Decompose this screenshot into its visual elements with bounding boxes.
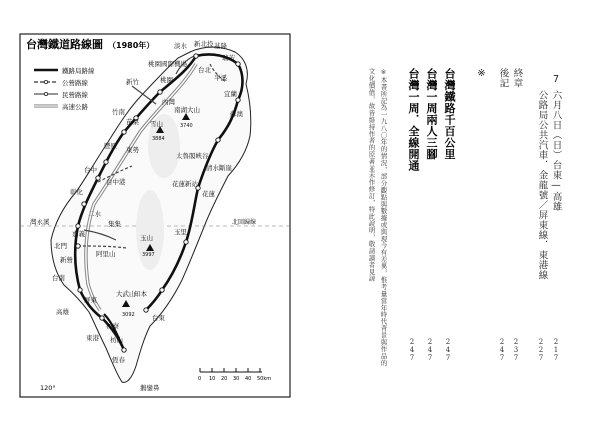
place-label: 3997 <box>142 252 155 258</box>
longitude-label: 120° <box>40 384 56 392</box>
toc-note: 文化價值，故皆維持作者的原著並未作修訂，特此說明，敬請讀者見諒 <box>367 68 376 282</box>
place-label: 台中港 <box>106 178 126 186</box>
railway-map <box>0 0 300 426</box>
toc-entry: 終章 <box>511 68 523 88</box>
scale-bar <box>198 368 271 382</box>
place-label: 北門 <box>54 242 67 250</box>
scale-label: 30 <box>233 376 240 382</box>
scale-label: 40 <box>245 376 252 382</box>
place-label: 竹南 <box>112 108 125 116</box>
page-number: 247 <box>408 338 416 362</box>
place-label: 宜蘭 <box>224 90 237 98</box>
page-number: 237 <box>512 338 520 362</box>
toc-note: ※本書所記為一九八〇年的情況，部分觀點與數據或與現今有差異，惟考量當年時代背景與作品的 <box>379 68 388 367</box>
place-label: 嘉義 <box>72 230 85 238</box>
tropic-label: 北回歸線 <box>232 219 257 226</box>
place-label: 苗栗 <box>126 118 139 126</box>
place-label: 大武山 <box>116 290 136 298</box>
place-label: 集集 <box>108 220 121 228</box>
place-label: 3092 <box>122 312 135 318</box>
legend-item: 公營路線 <box>62 79 88 87</box>
place-label: 南湖大山 <box>174 106 200 114</box>
map-title: 台灣鐵道路線圖 <box>26 38 103 51</box>
place-label: 東勢 <box>126 146 139 154</box>
place-label: 雪山 <box>150 120 163 128</box>
place-label: 花蓮新站 <box>172 180 198 188</box>
place-label: 彰化 <box>70 188 83 196</box>
place-label: 新營 <box>60 256 73 264</box>
place-label: 恆春 <box>112 356 125 364</box>
place-label: 太魯閣峽谷 <box>176 152 209 160</box>
place-label: 玉里 <box>174 228 187 236</box>
page-number: 247 <box>444 338 452 362</box>
place-label: 屏東 <box>84 296 97 304</box>
scale-label: 10 <box>209 376 216 382</box>
legend-item: 民營路線 <box>62 91 88 99</box>
place-label: 台北 <box>198 66 211 74</box>
place-label: 灣永溪 <box>30 218 50 226</box>
chapter-number: 7 <box>550 74 562 86</box>
place-label: 桃園國際機場 <box>148 60 187 68</box>
place-label: 3884 <box>152 136 165 142</box>
place-label: 基隆 <box>214 42 227 50</box>
place-label: 玉山 <box>140 234 153 242</box>
place-label: 3740 <box>180 123 193 129</box>
place-label: 平溪 <box>214 74 227 82</box>
place-label: 花蓮 <box>202 190 215 198</box>
place-label: 二水 <box>88 210 101 218</box>
toc-entry-subtitle: 公路局公共汽車．金龍號／屏東線．東港線 <box>536 90 548 280</box>
page-number: 217 <box>552 338 560 362</box>
place-label: 新竹 <box>126 78 139 86</box>
place-label: 台東 <box>152 314 165 322</box>
legend-item: 鐵路局路線 <box>62 67 95 75</box>
place-label: 桃園 <box>160 76 173 84</box>
toc-entry: 後記 <box>497 68 509 88</box>
scale-label: 50km <box>257 376 272 382</box>
place-label: 知本 <box>134 290 147 298</box>
toc-bold-entry: 台灣一周．全線開通 <box>407 68 420 172</box>
place-label: 豐原 <box>104 142 117 150</box>
toc-entry: 六月八日（日）台東—高雄 <box>550 90 562 212</box>
toc-bold-entry: 台灣一周兩人三腳 <box>425 68 438 160</box>
scale-label: 20 <box>221 376 228 382</box>
scale-label: 0 <box>198 376 202 382</box>
map-legend <box>34 66 95 111</box>
legend-item: 高速公路 <box>62 103 88 111</box>
place-label: 鵝鑾鼻 <box>140 384 160 392</box>
place-label: 台南 <box>52 274 65 282</box>
place-label: 東港 <box>86 334 99 342</box>
place-label: 枋寮 <box>106 322 119 330</box>
toc-bold-entry: 台灣鐵路千百公里 <box>443 68 456 160</box>
place-label: 枋山 <box>110 336 123 344</box>
place-label: 新北投 <box>194 40 214 48</box>
place-label: 瑞芳 <box>222 54 235 62</box>
map-svg <box>0 0 300 426</box>
place-label: 高雄 <box>56 308 69 316</box>
place-label: 清水斷崖 <box>206 164 232 172</box>
page-number: 247 <box>426 338 434 362</box>
table-of-contents <box>300 0 600 426</box>
place-label: 阿里山 <box>96 250 116 258</box>
place-label: 內灣 <box>162 98 175 106</box>
page-number: 227 <box>537 338 545 362</box>
place-label: 淡水 <box>174 42 187 50</box>
page-number: 247 <box>498 338 506 362</box>
map-year: （1980年） <box>108 41 155 50</box>
place-label: 台中 <box>84 166 97 174</box>
reference-mark: ※ <box>476 68 487 79</box>
place-label: 蘇澳 <box>230 110 243 118</box>
